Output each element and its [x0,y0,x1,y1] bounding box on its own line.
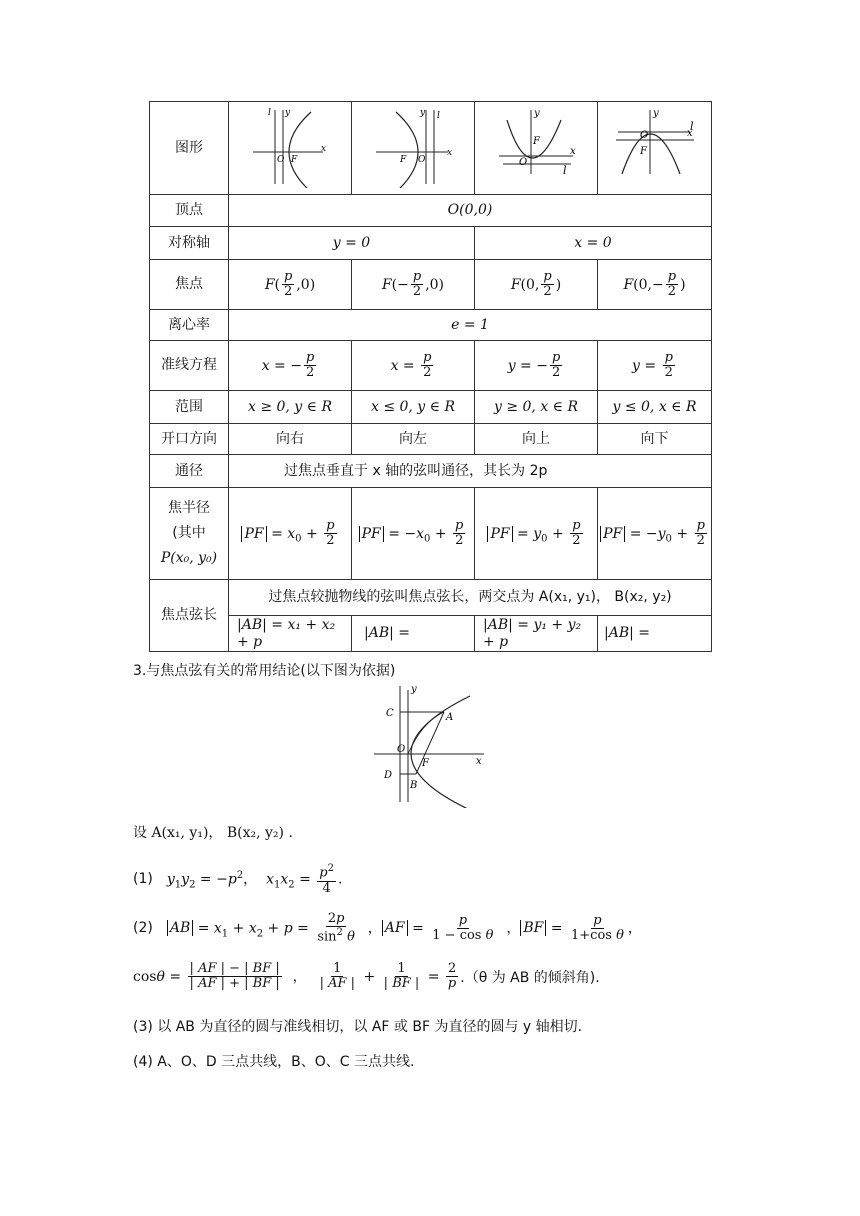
o-label: O [519,156,528,168]
row-latus [150,455,712,488]
parabola-left-figure [368,104,458,188]
setup-text: 设 A(x₁, y₁)， B(x₂, y₂) . [133,825,293,841]
x-label: x [570,145,576,157]
focal-radius-right: PF = $x_0$ + $\frac{p}{2}$ [229,488,352,580]
f-label: F [533,135,540,147]
item-4-text: (4) A、O、D 三点共线，B、O、C 三点共线. [133,1054,415,1070]
shape-up [475,102,598,195]
o-label: O [397,744,406,755]
item-2: (2) AB = $x_1 + x_2 + p$ = $\frac{2p}{\sin^2 \theta}$ ， AF = $\frac{p}{\text{1 − cos θ}}$ ， BF = $\frac{p}{\text{1+cos θ}}$ ， [133,911,642,945]
focal-radius-line3: P(x₀, y₀) [160,549,218,566]
label-directrix: 准线方程 [150,341,229,391]
section-title: 3.与焦点弦有关的常用结论(以下图为依据) [133,663,396,679]
chord-left: |AB| = [352,616,475,652]
label-chord: 焦点弦长 [150,580,229,652]
label-focus: 焦点 [150,260,229,310]
a-label: A [446,712,454,723]
y-label: y [285,107,291,118]
x-label: x [321,143,327,154]
y-label: y [534,107,540,119]
l-label: l [268,107,271,118]
label-focal-radius [150,488,229,580]
latus-text: 过焦点垂直于 x 轴的弦叫通径，其长为 2p [229,455,712,488]
directrix-right: x = − $\frac{p}{2}$ [229,341,352,391]
x-label: x [447,147,453,158]
y-label: y [652,107,659,119]
f-label: F [639,145,647,157]
item-2-cont: cosθ = $\frac{| AF | - | BF |}{| AF | + | BF |}$ ， $\frac{1}{| AF |}$ + $\frac{1}{| BF |}$ = $\frac{2}{p}$ .（θ 为 AB 的倾斜角). [133,961,600,992]
shape-down [598,102,712,195]
d-label: D [384,770,393,781]
f-label: F [400,154,407,165]
row-focus [150,260,712,310]
item-4 [133,1051,414,1071]
open-up: 向上 [475,424,598,455]
focal-chord-figure [370,682,490,808]
parabola-down-figure [610,104,700,188]
row-axis [150,227,712,260]
b-label: B [410,780,418,791]
focus-down: F(0,− $\frac{p}{2}$ ) [598,260,712,310]
y-label: y [411,684,417,695]
range-left: x ≤ 0, y ∈ R [352,391,475,424]
row-focal-radius [150,488,712,580]
directrix-left: x = $\frac{p}{2}$ [352,341,475,391]
row-range [150,391,712,424]
focus-up: F(0, $\frac{p}{2}$ ) [475,260,598,310]
chord-down: |AB| = [598,616,712,652]
parabola-properties-table [149,101,712,652]
x-label: x [476,756,482,767]
axis-x0: x = 0 [475,227,712,260]
label-open: 开口方向 [150,424,229,455]
item-2-note: .（θ 为 AB 的倾斜角). [460,969,600,986]
row-chord-values [150,616,712,652]
item-1-label: (1) [133,871,153,888]
open-right: 向右 [229,424,352,455]
label-ecc: 离心率 [150,310,229,341]
label-range: 范围 [150,391,229,424]
focus-right: F( $\frac{p}{2}$ ,0) [229,260,352,310]
f-label: F [291,154,298,165]
parabola-up-figure [491,104,581,188]
ecc-value: e = 1 [229,310,712,341]
label-axis: 对称轴 [150,227,229,260]
o-label: O [277,154,285,165]
label-shape: 图形 [150,102,229,195]
focus-left: F(− $\frac{p}{2}$ ,0) [352,260,475,310]
o-label: O [639,129,648,141]
y-label: y [420,107,426,118]
directrix-up: y = − $\frac{p}{2}$ [475,341,598,391]
l-label: l [563,163,567,177]
chord-text: 过焦点较抛物线的弦叫焦点弦长，两交点为 A(x₁, y₁)， B(x₂, y₂) [229,580,712,616]
chord-up: |AB| = y₁ + y₂ + p [475,616,598,652]
open-down: 向下 [598,424,712,455]
range-right: x ≥ 0, y ∈ R [229,391,352,424]
item-3 [133,1016,582,1036]
range-down: y ≤ 0, x ∈ R [598,391,712,424]
setup-line [133,822,293,842]
row-vertex [150,195,712,227]
x-label: x [686,127,693,139]
label-latus: 通径 [150,455,229,488]
item-3-text: (3) 以 AB 为直径的圆与准线相切，以 AF 或 BF 为直径的圆与 y 轴相切. [133,1019,583,1035]
l-label: l [437,110,440,121]
f-label: F [422,758,429,769]
range-up: y ≥ 0, x ∈ R [475,391,598,424]
focal-radius-line1: 焦半径 [168,500,210,517]
chord-right: |AB| = x₁ + x₂ + p [229,616,352,652]
row-directrix [150,341,712,391]
shape-left [352,102,475,195]
label-vertex: 顶点 [150,195,229,227]
directrix-down: y = $\frac{p}{2}$ [598,341,712,391]
shape-right [229,102,352,195]
row-eccentricity [150,310,712,341]
open-left: 向左 [352,424,475,455]
item-2-label: (2) [133,920,153,937]
focal-radius-left: PF = $-x_0$ + $\frac{p}{2}$ [352,488,475,580]
c-label: C [386,708,394,719]
focal-radius-line2: (其中 [172,525,206,542]
focal-radius-up: PF = $y_0$ + $\frac{p}{2}$ [475,488,598,580]
item-1: (1) $y_1y_2 = -p^2$， $x_1x_2$ = $\frac{p^2}{4}$ . [133,863,343,896]
row-open [150,424,712,455]
parabola-right-figure [245,104,335,188]
o-label: O [418,154,426,165]
vertex-value: O(0,0) [229,195,712,227]
axis-y0: y = 0 [229,227,475,260]
row-chord-text [150,580,712,616]
focal-radius-down: PF = $-y_0$ + $\frac{p}{2}$ [598,488,712,580]
row-shape [150,102,712,195]
l-label: l [689,119,694,133]
